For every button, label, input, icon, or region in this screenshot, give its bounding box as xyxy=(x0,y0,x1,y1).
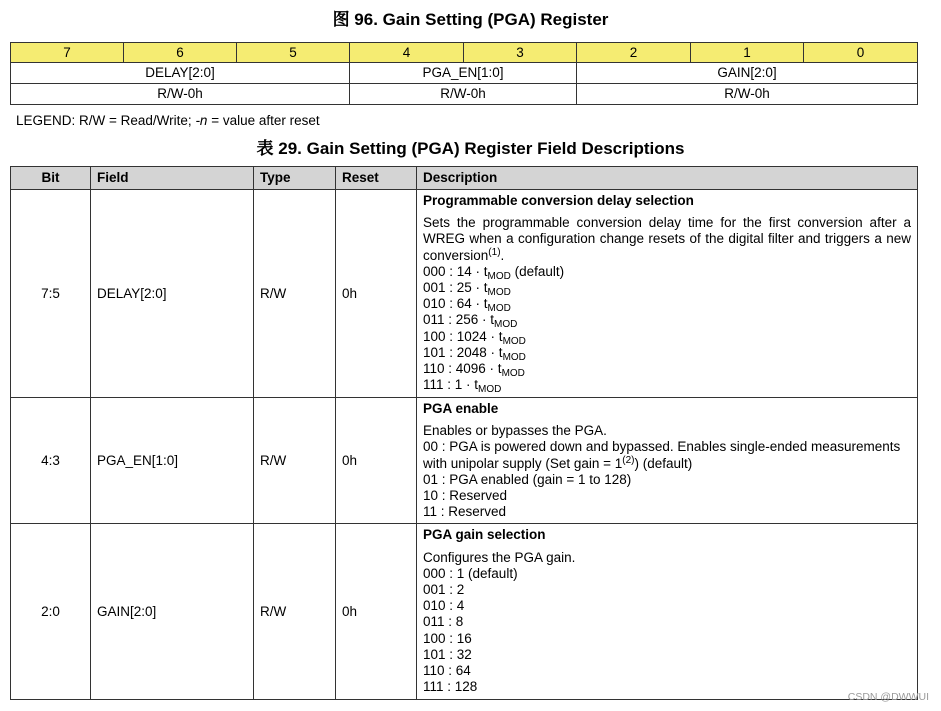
row-type: R/W xyxy=(254,398,336,524)
row-field: GAIN[2:0] xyxy=(91,524,254,700)
description-heading: PGA enable xyxy=(423,401,499,416)
option-line: 100 : $1024 \cdot t_{MOD}$ xyxy=(423,328,526,347)
option-line: 111 : $1 \cdot t_{MOD}$ xyxy=(423,377,502,396)
legend-suffix: = value after reset xyxy=(207,113,320,128)
register-access-gain: R/W-0h xyxy=(577,84,918,105)
bit-number: 1 xyxy=(691,43,804,63)
bit-number: 6 xyxy=(124,43,237,63)
row-type: R/W xyxy=(254,190,336,398)
row-description xyxy=(417,190,918,398)
row-bit: 4:3 xyxy=(11,398,91,524)
option-line: 010 : 4 xyxy=(423,598,465,614)
row-reset: 0h xyxy=(336,190,417,398)
bit-number-row xyxy=(11,43,918,63)
register-access-delay: R/W-0h xyxy=(11,84,350,105)
bit-number: 5 xyxy=(237,43,350,63)
bit-number: 3 xyxy=(464,43,577,63)
option-line: 11 : Reserved xyxy=(423,504,507,520)
row-field: DELAY[2:0] xyxy=(91,190,254,398)
row-description xyxy=(417,524,918,700)
row-type: R/W xyxy=(254,524,336,700)
option-line: 010 : $64 \cdot t_{MOD}$ xyxy=(423,296,511,315)
option-line: 100 : 16 xyxy=(423,630,472,646)
option-line: 011 : $256 \cdot t_{MOD}$ xyxy=(423,312,518,331)
row-reset: 0h xyxy=(336,398,417,524)
table-row xyxy=(11,524,918,700)
register-access-pga-en: R/W-0h xyxy=(350,84,577,105)
register-field-gain: GAIN[2:0] xyxy=(577,63,918,84)
description-intro: Enables or bypasses the PGA. xyxy=(423,423,607,439)
description-heading: PGA gain selection xyxy=(423,527,546,543)
option-line: 00 : PGA is powered down and bypassed. Enables single-ended measurements with unipolar supply (Set gain = $1^{(2)}$) (default) xyxy=(423,439,901,471)
option-line: 001 : $25 \cdot t_{MOD}$ xyxy=(423,280,511,299)
header-description: Description xyxy=(417,167,918,190)
bit-number: 2 xyxy=(577,43,691,63)
footnote-ref: (1) xyxy=(488,246,501,258)
option-line: 000 : $14 \cdot t_{MOD}$ (default) xyxy=(423,263,565,282)
option-line: 011 : 8 xyxy=(423,614,464,630)
description-heading: Programmable conversion delay selection xyxy=(423,193,694,208)
header-type: Type xyxy=(254,167,336,190)
row-bit: 2:0 xyxy=(11,524,91,700)
row-description xyxy=(417,398,918,524)
row-reset: 0h xyxy=(336,524,417,700)
table-row xyxy=(11,190,918,398)
footnote-ref: (2) xyxy=(622,454,635,466)
bit-number: 0 xyxy=(804,43,918,63)
option-line: 111 : 128 xyxy=(423,679,478,695)
legend-prefix: LEGEND: R/W = Read/Write; xyxy=(16,113,196,128)
bit-number: 7 xyxy=(11,43,124,63)
figure-title: 图 96. Gain Setting (PGA) Register xyxy=(332,10,609,29)
legend xyxy=(16,113,320,129)
option-line: 01 : PGA enabled (gain = 1 to 128) xyxy=(423,471,632,487)
row-field: PGA_EN[1:0] xyxy=(91,398,254,524)
header-reset: Reset xyxy=(336,167,417,190)
watermark: CSDN @DWWUI xyxy=(847,691,929,703)
header-bit: Bit xyxy=(11,167,91,190)
description-intro: Configures the PGA gain. xyxy=(423,549,576,565)
field-access-row xyxy=(11,84,918,105)
register-bit-map xyxy=(10,42,918,105)
table-header-row xyxy=(11,167,918,190)
register-field-delay: DELAY[2:0] xyxy=(11,63,350,84)
field-name-row xyxy=(11,63,918,84)
option-line: 10 : Reserved xyxy=(423,488,508,504)
option-line: 001 : 2 xyxy=(423,582,465,598)
bit-number: 4 xyxy=(350,43,464,63)
table-row xyxy=(11,398,918,524)
option-line: 101 : 32 xyxy=(423,646,472,662)
option-line: 000 : 1 (default) xyxy=(423,565,518,581)
option-line: 101 : $2048 \cdot t_{MOD}$ xyxy=(423,344,526,363)
description-intro: Sets the programmable conversion delay time for the first conversion after a WREG when a configuration change resets of the digital filter and triggers a new conversion$^{(1)}$. xyxy=(423,215,911,263)
option-line: 110 : $4096 \cdot t_{MOD}$ xyxy=(423,361,525,380)
table-title: 表 29. Gain Setting (PGA) Register Field Descriptions xyxy=(256,139,685,158)
register-field-pga-en: PGA_EN[1:0] xyxy=(350,63,577,84)
option-line: 110 : 64 xyxy=(423,663,471,679)
field-description-table xyxy=(10,166,918,700)
row-bit: 7:5 xyxy=(11,190,91,398)
legend-n: -n xyxy=(195,113,208,128)
header-field: Field xyxy=(91,167,254,190)
